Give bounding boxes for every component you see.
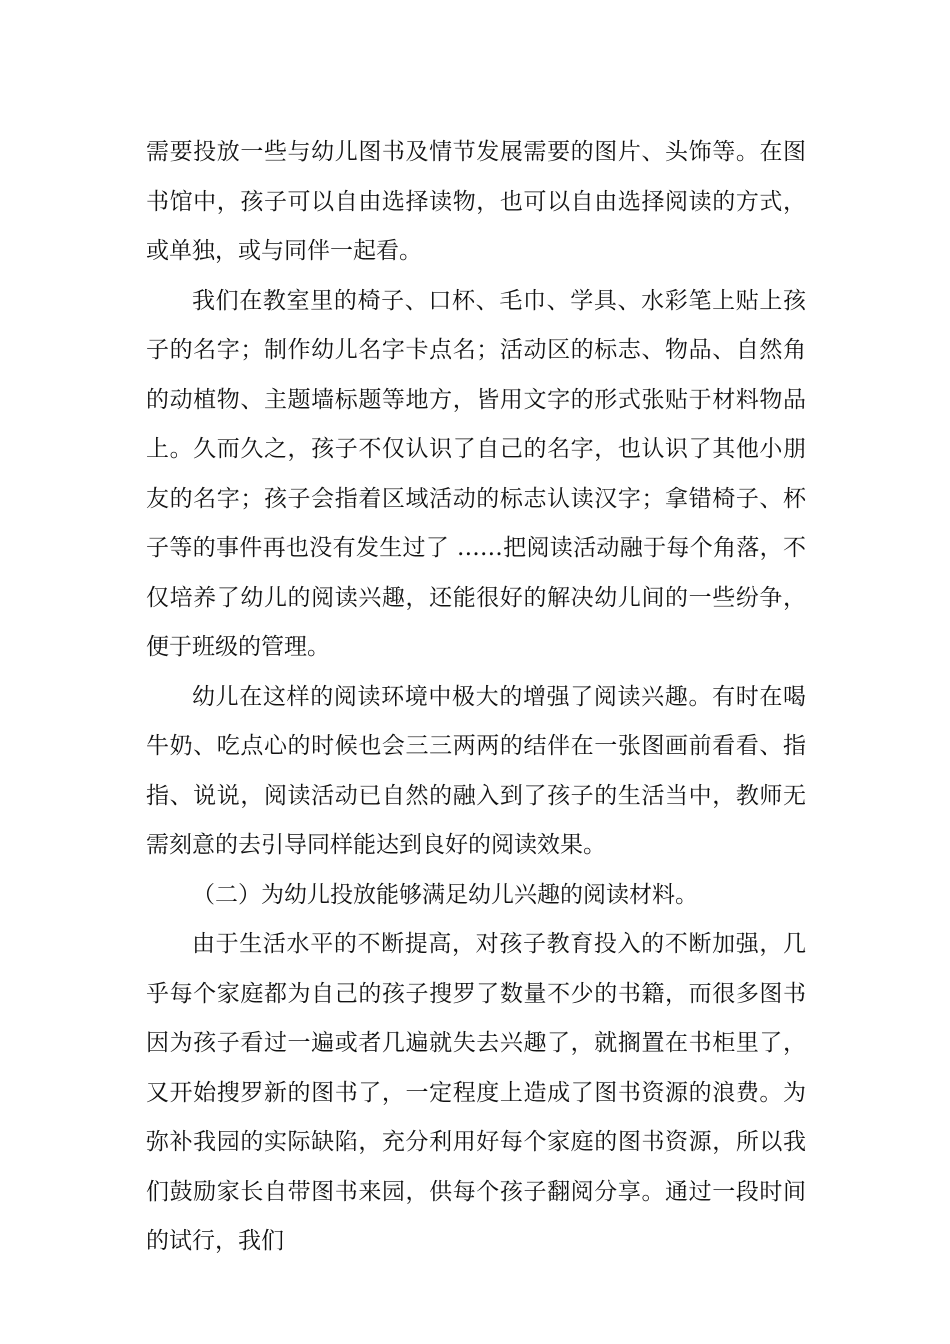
section-heading: （二）为幼儿投放能够满足幼儿兴趣的阅读材料。 xyxy=(192,881,698,908)
paragraph-3: 幼儿在这样的阅读环境中极大的增强了阅读兴趣。有时在喝牛奶、吃点心的时候也会三三两两的结伴在一张图画前看看、指指、说说，阅读活动已自然的融入到了孩子的生活当中，教师无需刻意的去引导同样能达到良好的阅读效果。 xyxy=(146,683,806,858)
paragraph-1: 需要投放一些与幼儿图书及情节发展需要的图片、头饰等。在图书馆中，孩子可以自由选择读物，也可以自由选择阅读的方式，或单独，或与同伴一起看。 xyxy=(146,139,806,264)
paragraph-2: 我们在教室里的椅子、口杯、毛巾、学具、水彩笔上贴上孩子的名字；制作幼儿名字卡点名；活动区的标志、物品、自然角的动植物、主题墙标题等地方，皆用文字的形式张贴于材料物品上。久而久之，孩子不仅认识了自己的名字，也认识了其他小朋友的名字；孩子会指着区域活动的标志认读汉字；拿错椅子、杯子等的事件再也没有发生过了 ……把阅读活动融于每个角落，不仅培养了幼儿的阅读兴趣，还能很好的解决幼儿间的一些纷争，便于班级的管理。 xyxy=(146,287,806,660)
paragraph-4: 由于生活水平的不断提高，对孩子教育投入的不断加强，几乎每个家庭都为自己的孩子搜罗了数量不少的书籍，而很多图书因为孩子看过一遍或者几遍就失去兴趣了，就搁置在书柜里了，又开始搜罗新的图书了，一定程度上造成了图书资源的浪费。为弥补我园的实际缺陷，充分利用好每个家庭的图书资源，所以我们鼓励家长自带图书来园，供每个孩子翻阅分享。通过一段时间的试行，我们 xyxy=(146,931,806,1254)
document-body xyxy=(146,128,806,1267)
